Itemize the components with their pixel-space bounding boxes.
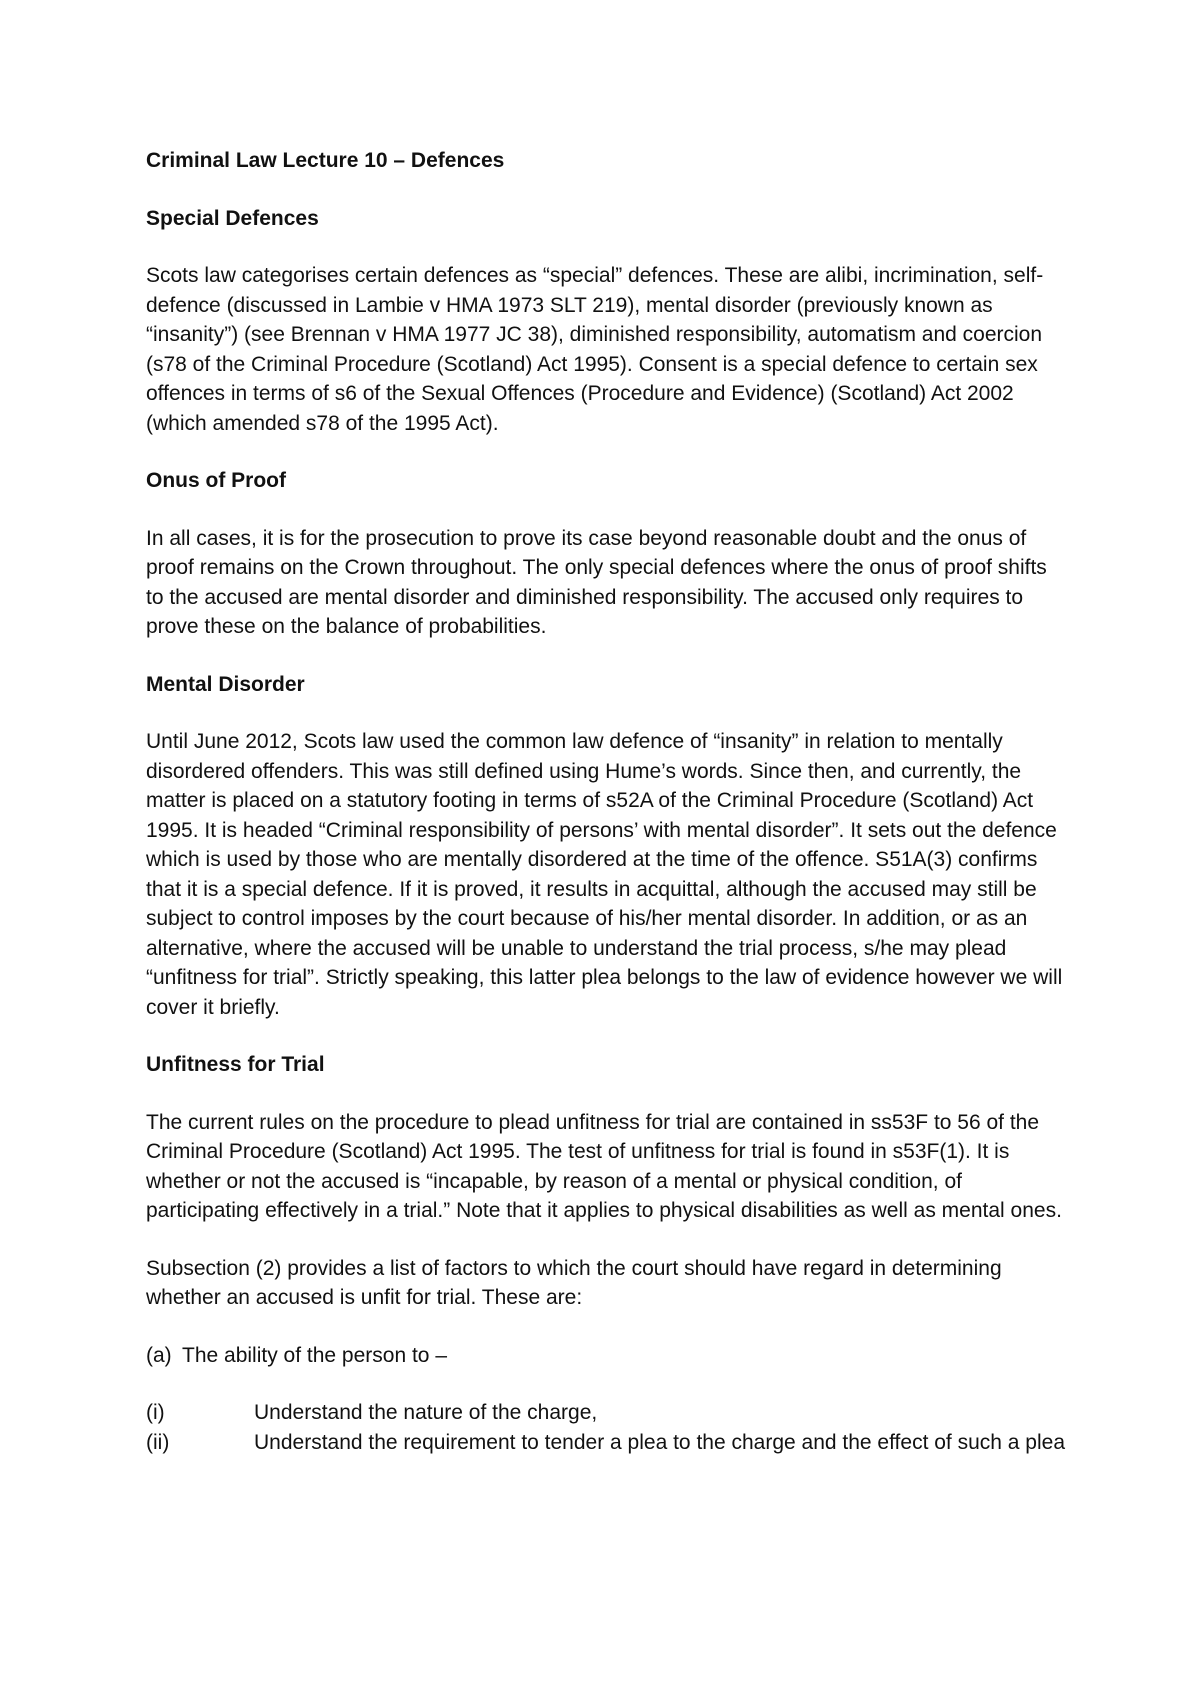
section-onus-of-proof bbox=[146, 466, 1066, 642]
sub-list bbox=[146, 1398, 1066, 1457]
document-title: Criminal Law Lecture 10 – Defences bbox=[146, 149, 505, 172]
section-heading: Special Defences bbox=[146, 206, 319, 230]
paragraph: Until June 2012, Scots law used the common law defence of “insanity” in relation to mentally disordered offenders. This was still defined using Hume’s words. Since then, and currently, the matter is placed on a statutory footing in terms of s52A of the Criminal Procedure (Scotland) Act 1995. It is headed “Criminal responsibility of persons’ with mental disorder”. It sets out the defence which is used by those who are mentally disordered at the time of the offence. S51A(3) confirms that it is a special defence. If it is proved, it results in acquittal, although the accused may still be subject to control imposes by the court because of his/her mental disorder. In addition, or as an alternative, where the accused will be unable to understand the trial process, s/he may plead “unfitness for trial”. Strictly speaking, this latter plea belongs to the law of evidence however we will cover it briefly. bbox=[146, 730, 1063, 1019]
list-marker: (ii) bbox=[146, 1430, 170, 1454]
section-unfitness-for-trial bbox=[146, 1050, 1066, 1313]
section-special-defences bbox=[146, 204, 1066, 439]
list-item-text: Understand the nature of the charge, bbox=[254, 1401, 598, 1424]
section-heading: Mental Disorder bbox=[146, 672, 305, 696]
list-item bbox=[146, 1341, 1066, 1371]
document-page bbox=[146, 146, 1066, 1457]
section-mental-disorder bbox=[146, 670, 1066, 1023]
paragraph: The current rules on the procedure to plead unfitness for trial are contained in ss53F to 56 of the Criminal Procedure (Scotland) Act 1995. The test of unfitness for trial is found in s53F(1). It is whether or not the accused is “incapable, by reason of a mental or physical condition, of participating effectively in a trial.” Note that it applies to physical disabilities as well as mental ones. bbox=[146, 1110, 1062, 1222]
list-marker: (a) bbox=[146, 1343, 172, 1367]
section-heading: Onus of Proof bbox=[146, 469, 286, 492]
paragraph: Subsection (2) provides a list of factors to which the court should have regard in determining whether an accused is unfit for trial. These are: bbox=[146, 1256, 1002, 1309]
list-item bbox=[146, 1428, 1066, 1458]
list-item-text: The ability of the person to – bbox=[182, 1343, 447, 1367]
list-item-text: Understand the requirement to tender a plea to the charge and the effect of such a plea bbox=[254, 1430, 1065, 1454]
paragraph: In all cases, it is for the prosecution to prove its case beyond reasonable doubt and the onus of proof remains on the Crown throughout. The only special defences where the onus of proof shifts to the accused are mental disorder and diminished responsibility. The accused only requires to prove these on the balance of probabilities. bbox=[146, 526, 1047, 638]
section-heading: Unfitness for Trial bbox=[146, 1053, 325, 1076]
paragraph: Scots law categorises certain defences as “special” defences. These are alibi, incrimination, self-defence (discussed in Lambie v HMA 1973 SLT 219), mental disorder (previously known as “insanity”) (see Brennan v HMA 1977 JC 38), diminished responsibility, automatism and coercion (s78 of the Criminal Procedure (Scotland) Act 1995). Consent is a special defence to certain sex offences in terms of s6 of the Sexual Offences (Procedure and Evidence) (Scotland) Act 2002 (which amended s78 of the 1995 Act). bbox=[146, 264, 1044, 435]
list-item bbox=[146, 1398, 1066, 1428]
list-marker: (i) bbox=[146, 1401, 165, 1424]
